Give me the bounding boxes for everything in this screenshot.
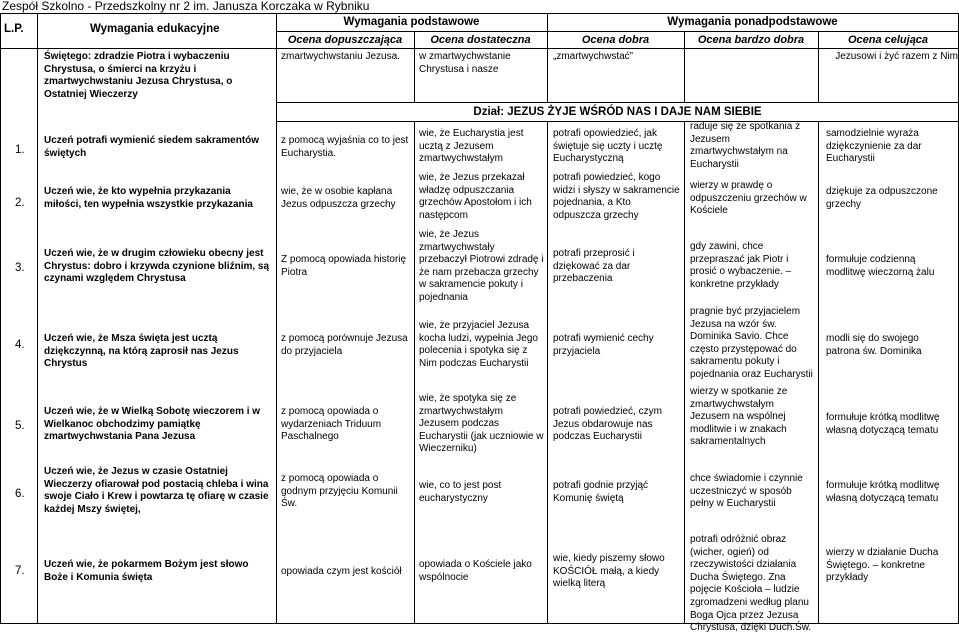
row-dobra: potrafi przeprosić i dziękować za dar przebaczenia	[553, 248, 635, 285]
rule-section-top	[276, 102, 959, 103]
row-celujaca: formułuje krótką modlitwę własną dotyczącą tematu	[826, 480, 940, 504]
row-dopuszczajaca: Z pomocą opowiada historię Piotra	[281, 254, 407, 278]
row-celujaca: formułuje krótką modlitwę własną dotyczącą tematu	[826, 412, 940, 436]
row-celujaca: formułuje codzienną modlitwę wieczorną żalu	[826, 254, 935, 278]
intro-edukacyjne: Świętego: zdradzie Piotra i wybaczeniu Chrystusa, o śmierci na krzyżu i zmartwychwstaniu Jezusa Chrystusa, o Ostatniej Wieczerzy	[44, 51, 233, 100]
row-dobra: potrafi powiedzieć, czym Jezus obdarowuje nas podczas Eucharystii	[553, 406, 662, 443]
row-bardzo-dobra: potrafi odróżnić obraz (wicher, ogień) od rzeczywistości działania Ducha Świętego. Zna pojęcie Kościoła – ludzie zgromadzeni według planu Boga Ojca przez Jezusa Chrystusa, dzięki Duch.Św.	[690, 534, 812, 634]
row-dopuszczajaca: z pomocą opowiada o godnym przyjęciu Komunii Św.	[281, 473, 398, 510]
level-celujaca: Ocena celująca	[847, 34, 929, 46]
row-edukacyjne: Uczeń potrafi wymienić siedem sakramentów świętych	[44, 135, 260, 159]
row-edukacyjne: Uczeń wie, że Msza święta jest ucztą dziękczynną, na którą zaprosił nas Jezus Chrystus	[44, 333, 239, 370]
level-bardzo-dobra: Ocena bardzo dobra	[697, 34, 805, 46]
rule-subheader	[276, 31, 959, 32]
row-bardzo-dobra: wierzy w spotkanie ze zmartwychwstałym Jezusem na wspólnej modlitwie i w znakach sakramentalnych	[690, 386, 788, 448]
col-rule-3b	[414, 121, 415, 624]
row-bardzo-dobra: raduje się ze spotkania z Jezusem zmartwychwstałym na Eucharystii	[690, 121, 801, 170]
row-dopuszczajaca: z pomocą porównuje Jezusa do przyjaciela	[281, 333, 408, 357]
row-dobra: potrafi powiedzieć, kogo widzi i słyszy w sakramencie pojednania, a Kto odpuszcza grzechy	[553, 172, 680, 221]
row-number: 1.	[15, 144, 25, 156]
rule-header	[0, 48, 959, 49]
col-rule-6b	[818, 121, 819, 624]
col-rule-4b	[547, 121, 548, 624]
row-celujaca: modli się do swojego patrona św. Dominika	[826, 333, 922, 357]
intro-dopuszczajaca: zmartwychwstaniu Jezusa.	[281, 51, 400, 62]
row-dobra: potrafi opowiedzieć, jak świętuje się uczty i ucztę Eucharystyczną	[553, 128, 663, 165]
row-bardzo-dobra: gdy zawini, chce przepraszać jak Piotr i prosić o wybaczenie. – konkretne przykłady	[690, 241, 792, 290]
intro-dostateczna: w zmartwychwstanie Chrystusa i nasze	[419, 51, 511, 75]
header-lp: L.P.	[4, 23, 24, 35]
col-rule-1	[37, 13, 38, 624]
row-celujaca: dziękuje za odpuszczone grzechy	[826, 186, 938, 210]
row-edukacyjne: Uczeń wie, że w Wielką Sobotę wieczorem i w Wielkanoc obchodzimy pamiątkę zmartwychwstania Pana Jezusa	[44, 406, 261, 443]
row-number: 6.	[15, 488, 25, 500]
row-dostateczna: wie, że Jezus zmartwychwstały przebaczył Piotrowi zdradę i że nam przebacza grzechy w sakramencie pokuty i pojednania	[419, 229, 544, 303]
row-dobra: wie, kiedy piszemy słowo KOŚCIÓŁ małą, a kiedy wielką literą	[553, 553, 665, 590]
row-dopuszczajaca: opowiada czym jest kościół	[281, 566, 402, 577]
row-dostateczna: wie, że spotyka się ze zmartwychwstałym Jezusem podczas Eucharystii (jak uczniowie w Wieczerniku)	[419, 393, 544, 455]
row-edukacyjne: Uczeń wie, że pokarmem Bożym jest słowo Boże i Komunia święta	[44, 559, 249, 583]
school-name: Zespół Szkolno - Przedszkolny nr 2 im. Janusza Korczaka w Rybniku	[2, 0, 370, 13]
row-dostateczna: wie, że Jezus przekazał władzę odpuszczania grzechów Apostołom i ich następcom	[419, 172, 532, 221]
row-dostateczna: wie, co to jest post eucharystyczny	[419, 480, 502, 504]
row-number: 3.	[15, 262, 25, 274]
row-celujaca: samodzielnie wyraża dziękczynienie za dar Eucharystii	[826, 128, 922, 165]
level-dobra: Ocena dobra	[581, 34, 650, 46]
row-dopuszczajaca: wie, że w osobie kapłana Jezus odpuszcza grzechy	[281, 186, 396, 210]
intro-celujaca: Jezusowi i żyć razem z Nim	[835, 51, 958, 62]
row-edukacyjne: Uczeń wie, że w drugim człowieku obecny jest Chrystus: dobro i krzywda czynione bliźnim, są czynami względem Chrystusa	[44, 248, 270, 285]
rule-top	[0, 13, 959, 14]
header-edukacyjne: Wymagania edukacyjne	[90, 23, 220, 35]
header-podstawowe: Wymagania podstawowe	[343, 16, 480, 28]
row-dopuszczajaca: z pomocą opowiada o wydarzeniach Triduum Paschalnego	[281, 406, 382, 443]
row-dostateczna: wie, że przyjaciel Jezusa kocha ludzi, wypełnia Jego polecenia i spotyka się z Nim podczas Eucharystii	[419, 320, 538, 369]
col-rule-0	[0, 13, 1, 624]
row-celujaca: wierzy w działanie Ducha Świętego. – konkretne przykłady	[826, 547, 939, 584]
row-dobra: potrafi wymienić cechy przyjaciela	[553, 333, 654, 357]
row-number: 4.	[15, 339, 25, 351]
intro-dobra: „zmartwychwstać”	[553, 51, 634, 62]
row-edukacyjne: Uczeń wie, że kto wypełnia przykazania miłości, ten wypełnia wszystkie przykazania	[44, 186, 253, 210]
row-number: 2.	[15, 197, 25, 209]
row-number: 5.	[15, 420, 25, 432]
header-ponadpodstawowe: Wymagania ponadpodstawowe	[667, 16, 838, 28]
rule-section-bottom	[276, 121, 959, 122]
row-bardzo-dobra: pragnie być przyjacielem Jezusa na wzór św. Dominika Savio. Chce często przystępować do sakramentu pokuty i pojednania oraz Eucharystii	[690, 306, 813, 380]
section-title: Dział: JEZUS ŻYJE WŚRÓD NAS I DAJE NAM SIEBIE	[473, 106, 762, 118]
row-dostateczna: opowiada o Kościele jako wspólnocie	[419, 559, 532, 583]
row-bardzo-dobra: chce świadomie i czynnie uczestniczyć w sposób pełny w Eucharystii	[690, 473, 803, 510]
row-number: 7.	[15, 565, 25, 577]
level-dostateczna: Ocena dostateczna	[430, 34, 531, 46]
col-rule-5b	[684, 121, 685, 624]
row-dostateczna: wie, że Eucharystia jest ucztą z Jezusem zmartwychwstałym	[419, 128, 524, 165]
col-rule-2	[276, 13, 277, 624]
row-dopuszczajaca: z pomocą wyjaśnia co to jest Eucharystia.	[281, 135, 409, 159]
level-dopuszczajaca: Ocena dopuszczająca	[287, 34, 403, 46]
row-dobra: potrafi godnie przyjąć Komunię świętą	[553, 480, 649, 504]
row-bardzo-dobra: wierzy w prawdę o odpuszczeniu grzechów w Kościele	[690, 180, 807, 217]
row-edukacyjne: Uczeń wie, że Jezus w czasie Ostatniej Wieczerzy ofiarował pod postacią chleba i wina swoje Ciało i Krew i powtarza tę ofiarę w czasie każdej Mszy świętej,	[44, 466, 269, 515]
